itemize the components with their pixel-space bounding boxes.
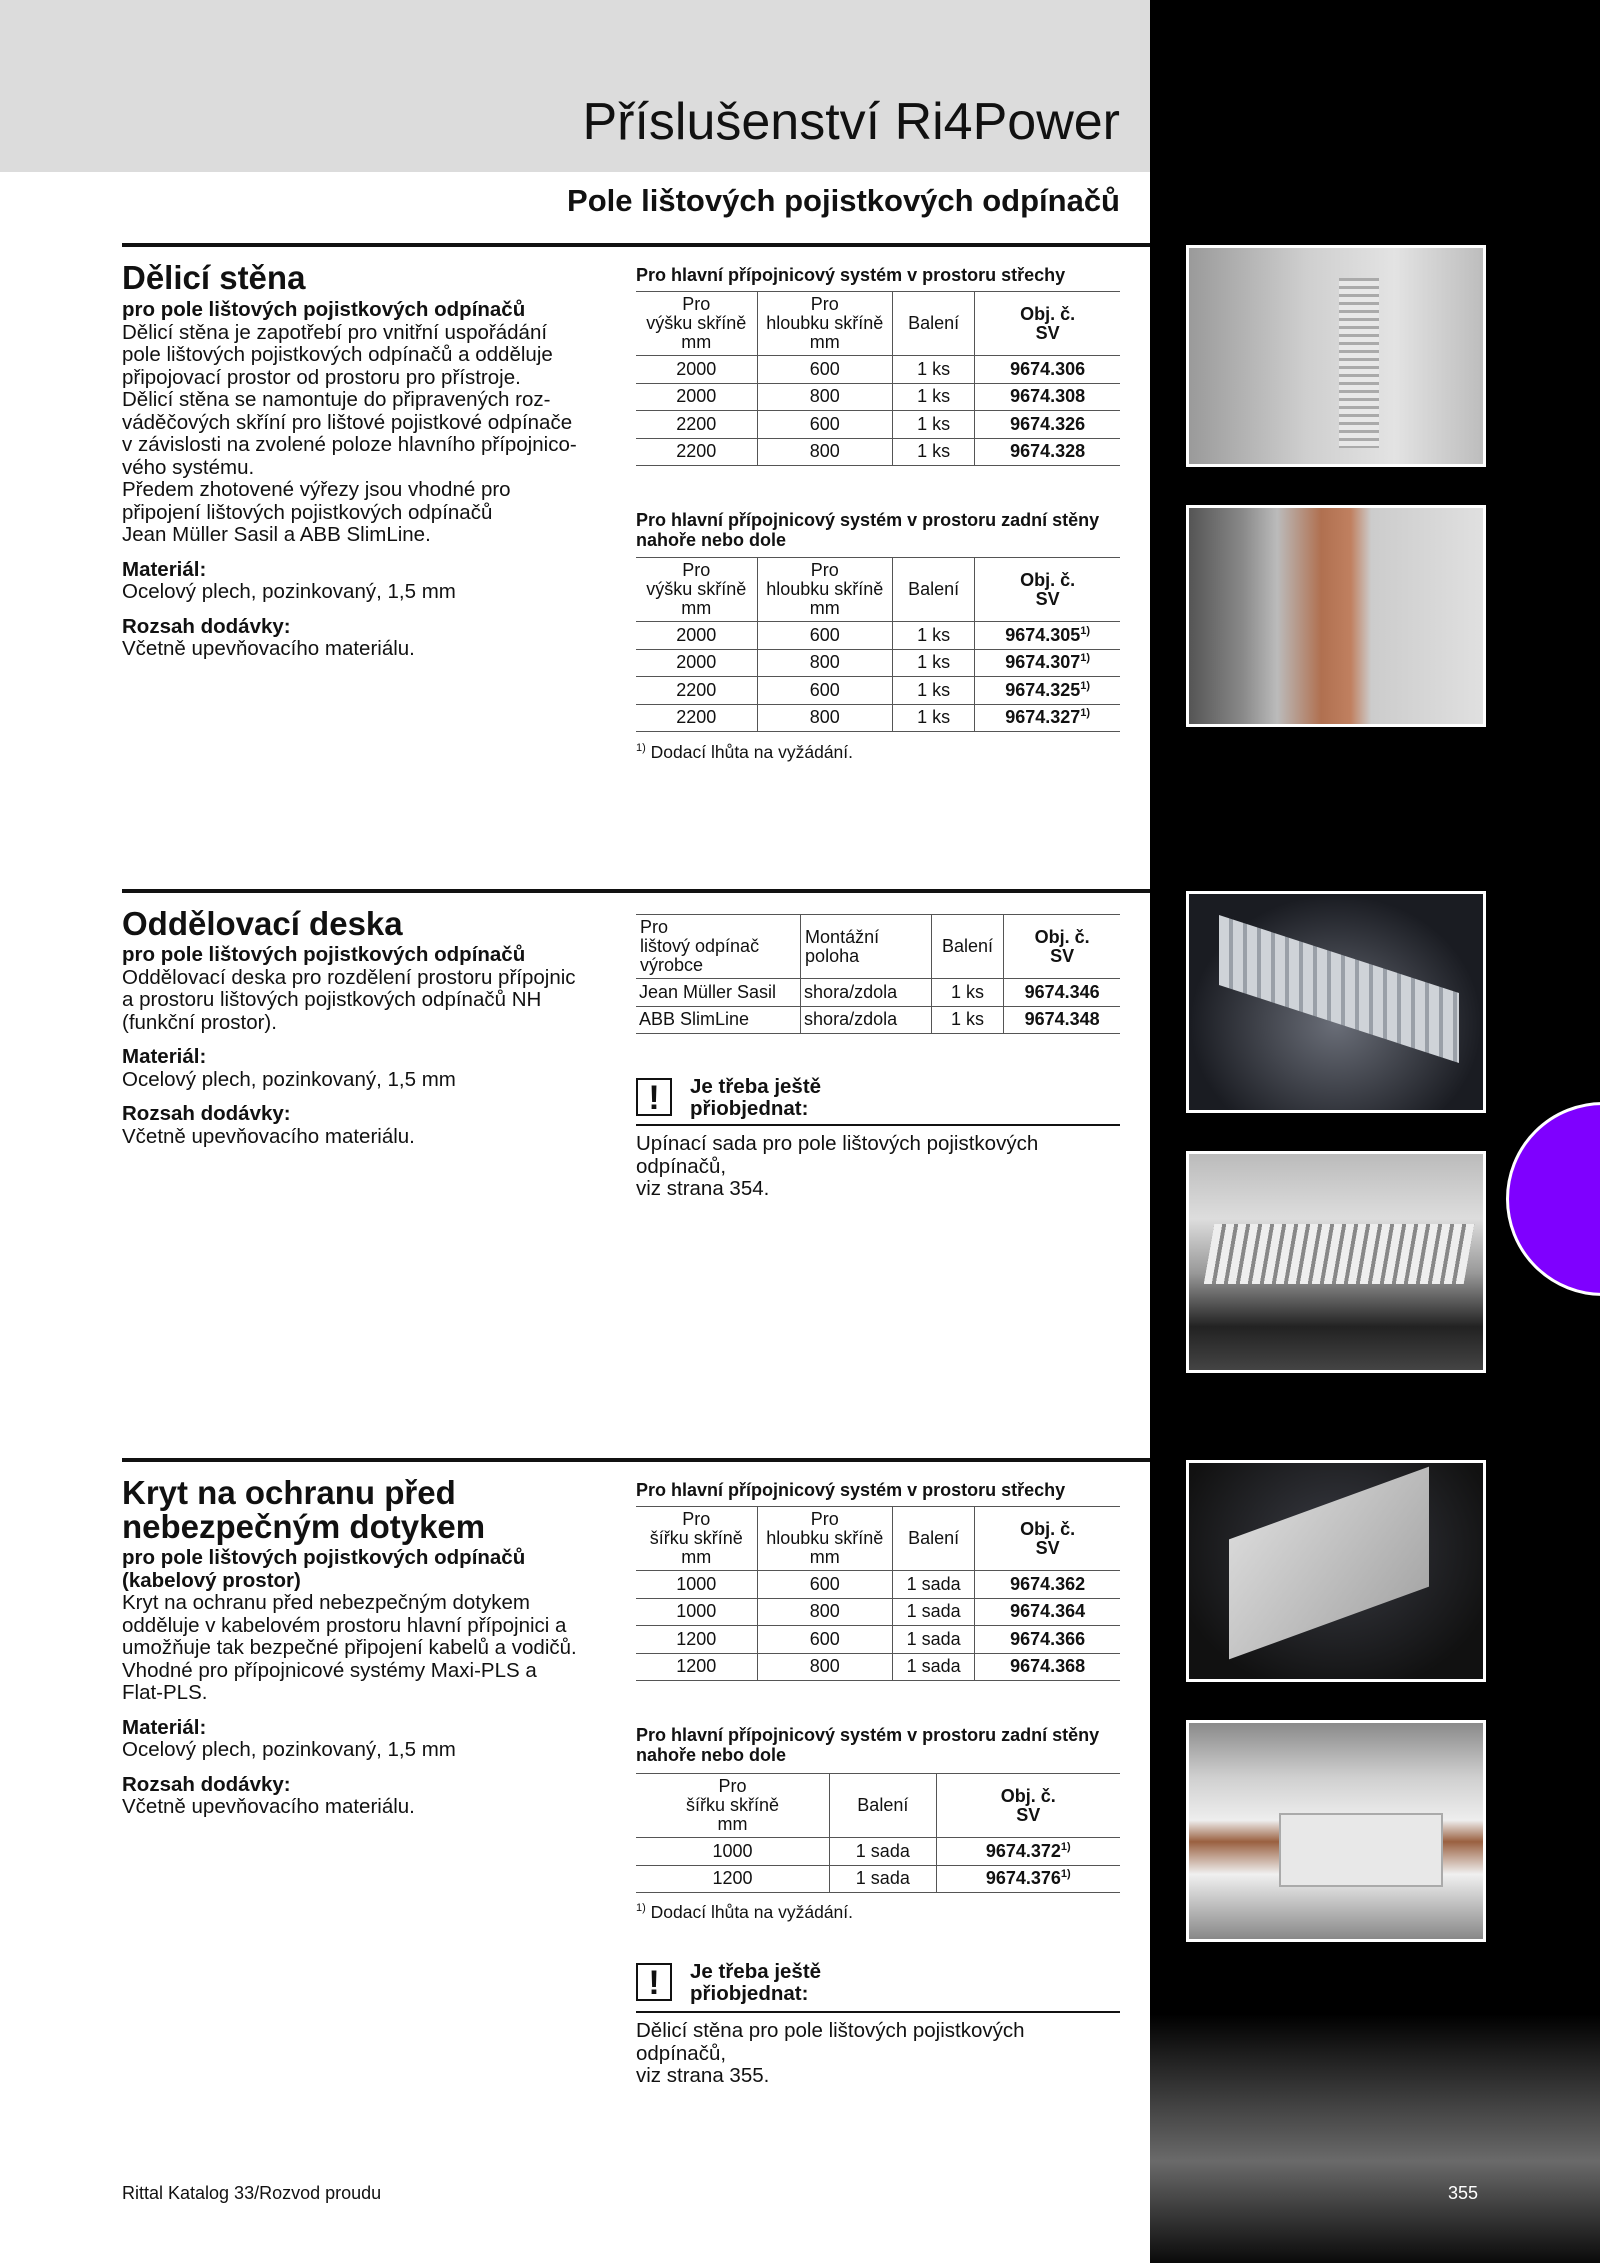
cell: 2000: [636, 622, 757, 650]
body-line: připojovací prostor od prostoru pro přístroje.: [122, 365, 521, 389]
section-title: [122, 1476, 485, 1544]
order-number: 9674.308: [975, 383, 1120, 411]
table-caption: Pro hlavní přípojnicový systém v prostoru zadní stěny nahoře nebo dole: [636, 510, 1100, 550]
column-header: Obj. č. SV: [975, 292, 1120, 356]
cell: 1200: [636, 1653, 757, 1681]
section-description: [122, 1547, 602, 1819]
cell: 1200: [636, 1626, 757, 1654]
column-header: Pro hloubku skříně mm: [757, 1507, 893, 1571]
footnote: $^{1)}$ Dodací lhůta na vyžádání.: [636, 1902, 854, 1922]
cell: 1 sada: [830, 1838, 936, 1866]
cell: 1000: [636, 1598, 757, 1626]
cell: 800: [757, 1598, 893, 1626]
order-number: 9674.376$^{1)}$: [936, 1865, 1120, 1893]
footnote: $^{1)}$ Dodací lhůta na vyžádání.: [636, 742, 854, 762]
body-line: pole lištových pojistkových odpínačů a odděluje: [122, 343, 553, 366]
section-title: Dělicí stěna: [122, 259, 306, 296]
cell: 1 ks: [893, 383, 975, 411]
note-line: Upínací sada pro pole lištových pojistkových: [636, 1132, 1039, 1155]
material-label: Materiál:: [122, 1715, 207, 1739]
column-header: Pro šířku skříně mm: [636, 1507, 757, 1571]
table-row: [636, 649, 1120, 677]
table-caption: Pro hlavní přípojnicový systém v prostoru zadní stěny nahoře nebo dole: [636, 1725, 1100, 1765]
cell: shora/zdola: [801, 1006, 932, 1034]
note-line: odpínačů,: [636, 2041, 727, 2065]
body-line: Jean Müller Sasil a ABB SlimLine.: [122, 523, 431, 546]
material-value: Ocelový plech, pozinkovaný, 1,5 mm: [122, 580, 456, 603]
cell: 600: [757, 677, 893, 705]
product-photo-partition-wall-2: [1186, 505, 1486, 727]
cell: 600: [757, 1626, 893, 1654]
column-header: Balení: [893, 292, 975, 356]
body-line: (funkční prostor).: [122, 1010, 277, 1034]
cell: 1 ks: [893, 411, 975, 439]
material-label: Materiál:: [122, 1045, 207, 1068]
section-title: Oddělovací deska: [122, 905, 403, 942]
order-number: 9674.307$^{1)}$: [975, 649, 1120, 677]
cell: 1 ks: [893, 622, 975, 650]
order-number: 9674.306: [975, 356, 1120, 384]
cell: 1 sada: [893, 1653, 975, 1681]
cell: 1 ks: [893, 649, 975, 677]
body-line: Dělicí stěna je zapotřebí pro vnitřní uspořádání: [122, 320, 548, 344]
order-number: 9674.346: [1004, 979, 1120, 1007]
note-title-line: přiobjednat:: [690, 1982, 809, 2005]
column-header: Pro lištový odpínač výrobce: [636, 915, 801, 979]
table-row: [636, 1653, 1120, 1681]
cell: 600: [757, 622, 893, 650]
section-divider: [122, 1458, 1150, 1462]
cell: 2200: [636, 677, 757, 705]
body-line: Oddělovací deska pro rozdělení prostoru přípojnic: [122, 965, 576, 989]
table-row: [636, 704, 1120, 732]
order-number: 9674.366: [975, 1626, 1120, 1654]
scope-value: Včetně upevňovacího materiálu.: [122, 1124, 415, 1148]
table-row: [636, 677, 1120, 705]
cell: shora/zdola: [801, 979, 932, 1007]
note-divider: [636, 1124, 1120, 1126]
table-row: [636, 383, 1120, 411]
note-divider: [636, 2011, 1120, 2013]
section-description: [122, 299, 602, 661]
cell: 1 sada: [893, 1626, 975, 1654]
cell: 1200: [636, 1865, 830, 1893]
column-header: Balení: [830, 1774, 936, 1838]
column-header: Balení: [931, 915, 1004, 979]
cell: 1 ks: [893, 677, 975, 705]
section-divider: [122, 243, 1150, 247]
note-title-line: Je třeba ještě: [690, 1960, 822, 1983]
column-header: Obj. č. SV: [975, 1507, 1120, 1571]
note-line: odpínačů,: [636, 1154, 727, 1178]
product-photo-touch-cover-1: [1186, 1460, 1486, 1682]
cell: 1 ks: [893, 438, 975, 466]
material-value: Ocelový plech, pozinkovaný, 1,5 mm: [122, 1738, 456, 1761]
column-header: Pro hloubku skříně mm: [757, 292, 893, 356]
exclamation-icon: !: [636, 1963, 672, 2001]
table-row: [636, 1598, 1120, 1626]
column-header: Pro šířku skříně mm: [636, 1774, 830, 1838]
table-row: [636, 411, 1120, 439]
column-header: Obj. č. SV: [1004, 915, 1120, 979]
cell: Jean Müller Sasil: [636, 979, 801, 1007]
cell: 800: [757, 704, 893, 732]
table-row: [636, 1838, 1120, 1866]
cell: 1000: [636, 1571, 757, 1599]
note-line: viz strana 354.: [636, 1177, 770, 1200]
order-number: 9674.348: [1004, 1006, 1120, 1034]
cell: 1 ks: [893, 704, 975, 732]
exclamation-icon: !: [636, 1078, 672, 1116]
body-line: Dělicí stěna se namontuje do připravených roz-: [122, 388, 551, 411]
cell: 1 ks: [931, 979, 1004, 1007]
body-line: připojení lištových pojistkových odpínačů: [122, 500, 493, 524]
body-line: vého systému.: [122, 455, 255, 479]
order-number: 9674.325$^{1)}$: [975, 677, 1120, 705]
column-header: Balení: [893, 558, 975, 622]
column-header: Montážní poloha: [801, 915, 932, 979]
cell: 1 sada: [893, 1598, 975, 1626]
order-number: 9674.326: [975, 411, 1120, 439]
order-number: 9674.364: [975, 1598, 1120, 1626]
order-table: [636, 1773, 1120, 1893]
cell: 800: [757, 1653, 893, 1681]
cell: 800: [757, 649, 893, 677]
body-line: Kryt na ochranu před nebezpečným dotykem: [122, 1591, 530, 1614]
table-row: [636, 1006, 1120, 1034]
column-header: Obj. č. SV: [936, 1774, 1120, 1838]
column-header: Obj. č. SV: [975, 558, 1120, 622]
section-subtitle: pro pole lištových pojistkových odpínačů: [122, 298, 526, 321]
cell: 1 ks: [893, 356, 975, 384]
order-number: 9674.327$^{1)}$: [975, 704, 1120, 732]
page-title: Příslušenství Ri4Power: [582, 93, 1120, 151]
note-title-line: přiobjednat:: [690, 1097, 809, 1120]
note-title: [690, 1961, 821, 2005]
note-title-line: Je třeba ještě: [690, 1075, 822, 1098]
cell: 800: [757, 383, 893, 411]
body-line: v závislosti na zvolené poloze hlavního přípojnico-: [122, 433, 577, 456]
product-photo-partition-wall-1: [1186, 245, 1486, 467]
section-title-line: Kryt na ochranu před: [122, 1474, 456, 1511]
section-subtitle: pro pole lištových pojistkových odpínačů: [122, 1546, 526, 1569]
table-row: [636, 438, 1120, 466]
scope-label: Rozsah dodávky:: [122, 614, 291, 638]
order-number: 9674.328: [975, 438, 1120, 466]
cell: 1000: [636, 1838, 830, 1866]
note-title: [690, 1076, 821, 1120]
order-number: 9674.372$^{1)}$: [936, 1838, 1120, 1866]
cell: 1 sada: [830, 1865, 936, 1893]
section-title-line: nebezpečným dotykem: [122, 1508, 486, 1545]
order-number: 9674.305$^{1)}$: [975, 622, 1120, 650]
cell: 600: [757, 356, 893, 384]
cell: 600: [757, 411, 893, 439]
cell: 2000: [636, 649, 757, 677]
body-line: odděluje v kabelovém prostoru hlavní přípojnici a: [122, 1613, 567, 1637]
note-line: Dělicí stěna pro pole lištových pojistkových: [636, 2019, 1025, 2042]
cell: 1 ks: [931, 1006, 1004, 1034]
table-caption: Pro hlavní přípojnicový systém v prostoru střechy: [636, 1480, 1066, 1500]
column-header: Pro výšku skříně mm: [636, 292, 757, 356]
material-value: Ocelový plech, pozinkovaný, 1,5 mm: [122, 1067, 456, 1091]
column-header: Pro výšku skříně mm: [636, 558, 757, 622]
material-label: Materiál:: [122, 557, 207, 581]
table-caption: Pro hlavní přípojnicový systém v prostoru střechy: [636, 265, 1066, 285]
order-table: [636, 1506, 1120, 1681]
cell: 2200: [636, 411, 757, 439]
cell: 2200: [636, 438, 757, 466]
cell: 600: [757, 1571, 893, 1599]
order-table: [636, 291, 1120, 466]
section-subtitle: pro pole lištových pojistkových odpínačů: [122, 943, 526, 966]
note-line: viz strana 355.: [636, 2064, 770, 2087]
body-line: Flat-PLS.: [122, 1681, 208, 1704]
table-row: [636, 1626, 1120, 1654]
scope-value: Včetně upevňovacího materiálu.: [122, 637, 415, 660]
section-divider: [122, 889, 1150, 893]
column-header: Pro hloubku skříně mm: [757, 558, 893, 622]
product-photo-separation-plate-1: [1186, 891, 1486, 1113]
body-line: a prostoru lištových pojistkových odpínačů NH: [122, 988, 542, 1011]
note-text: [636, 2020, 1120, 2088]
table-row: [636, 356, 1120, 384]
cell: 2200: [636, 704, 757, 732]
table-row: [636, 622, 1120, 650]
body-line: Vhodné pro přípojnicové systémy Maxi-PLS a: [122, 1658, 537, 1682]
product-photo-touch-cover-2: [1186, 1720, 1486, 1942]
order-table: [636, 557, 1120, 732]
body-line: umožňuje tak bezpečné připojení kabelů a vodičů.: [122, 1636, 577, 1659]
page-number: 355: [1448, 2183, 1479, 2203]
column-header: Balení: [893, 1507, 975, 1571]
scope-value: Včetně upevňovacího materiálu.: [122, 1795, 415, 1818]
cell: 800: [757, 438, 893, 466]
note-text: [636, 1133, 1120, 1201]
cell: 2000: [636, 356, 757, 384]
order-table: [636, 914, 1120, 1034]
footer-catalog-label: Rittal Katalog 33/Rozvod proudu: [122, 2183, 382, 2203]
page-subtitle: Pole lištových pojistkových odpínačů: [567, 183, 1120, 218]
body-line: Předem zhotovené výřezy jsou vhodné pro: [122, 478, 511, 501]
body-line: váděčových skříní pro lištové pojistkové odpínače: [122, 410, 573, 434]
cell: 2000: [636, 383, 757, 411]
section-description: [122, 944, 602, 1148]
scope-label: Rozsah dodávky:: [122, 1102, 291, 1125]
table-row: [636, 979, 1120, 1007]
section-subtitle: (kabelový prostor): [122, 1568, 301, 1592]
order-number: 9674.368: [975, 1653, 1120, 1681]
cell: ABB SlimLine: [636, 1006, 801, 1034]
cell: 1 sada: [893, 1571, 975, 1599]
scope-label: Rozsah dodávky:: [122, 1772, 291, 1796]
product-photo-separation-plate-2: [1186, 1151, 1486, 1373]
table-row: [636, 1571, 1120, 1599]
table-row: [636, 1865, 1120, 1893]
order-number: 9674.362: [975, 1571, 1120, 1599]
